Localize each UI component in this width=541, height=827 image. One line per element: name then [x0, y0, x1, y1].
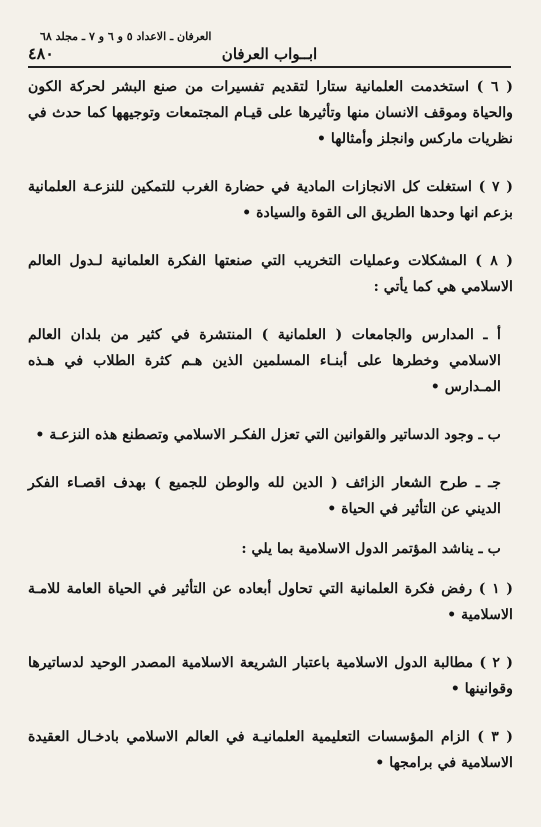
item-ba: ب ـ وجود الدساتير والقوانين التي تعزل الفكـر الاسلامي وتصطنع هذه النزعـة •	[35, 427, 501, 443]
article-body	[28, 74, 513, 798]
page-header	[28, 44, 511, 68]
conference-appeal: ب ـ يناشد المؤتمر الدول الاسلامية بما يلي :	[241, 541, 501, 557]
page-number: ٤٨٠	[28, 44, 54, 63]
paragraph-6: ( ٦ ) استخدمت العلمانية ستارا لتقديم تفسيرات من صنع البشر لحركة الكون والحياة وموقف الانسان منها وتأثيرها على قيـام المجتمعات وتوجيهها كما حدث في نظريات ماركس وانجلز وأمثالها •	[28, 79, 513, 147]
journal-issue-line: العرفان ـ الاعداد ٥ و ٦ و ٧ ـ مجلد ٦٨	[40, 30, 212, 43]
appeal-2: ( ٢ ) مطالبة الدول الاسلامية باعتبار الشريعة الاسلامية المصدر الوحيد لدساتيرها وقوانينها •	[28, 655, 513, 697]
appeal-3: ( ٣ ) الزام المؤسسات التعليمية العلمانيـة في العالم الاسلامي بادخـال العقيدة الاسلامية في برامجها •	[28, 729, 513, 771]
section-title: ابــواب العرفان	[221, 45, 318, 63]
appeal-1: ( ١ ) رفض فكرة العلمانية التي تحاول أبعاده عن التأثير في الحياة العامة للامـة الاسلامية •	[28, 581, 513, 623]
item-alef: أ ـ المدارس والجامعات ( العلمانية ) المنتشرة في كثير من بلدان العالم الاسلامي وخطرها على أبنـاء المسلمين الذين هـم كثرة الطلاب في هـذه المـدارس •	[28, 327, 501, 395]
paragraph-7: ( ٧ ) استغلت كل الانجازات المادية في حضارة الغرب للتمكين للنزعـة العلمانية بزعم انها وحدها الطريق الى القوة والسيادة •	[28, 179, 513, 221]
item-jim: جـ ـ طرح الشعار الزائف ( الدين لله والوطن للجميع ) بهدف اقصـاء الفكر الديني عن التأثير في الحياة •	[28, 475, 501, 517]
paragraph-8: ( ٨ ) المشكلات وعمليات التخريب التي صنعتها الفكرة العلمانية لـدول العالم الاسلامي هي كما يأتي :	[28, 253, 513, 295]
